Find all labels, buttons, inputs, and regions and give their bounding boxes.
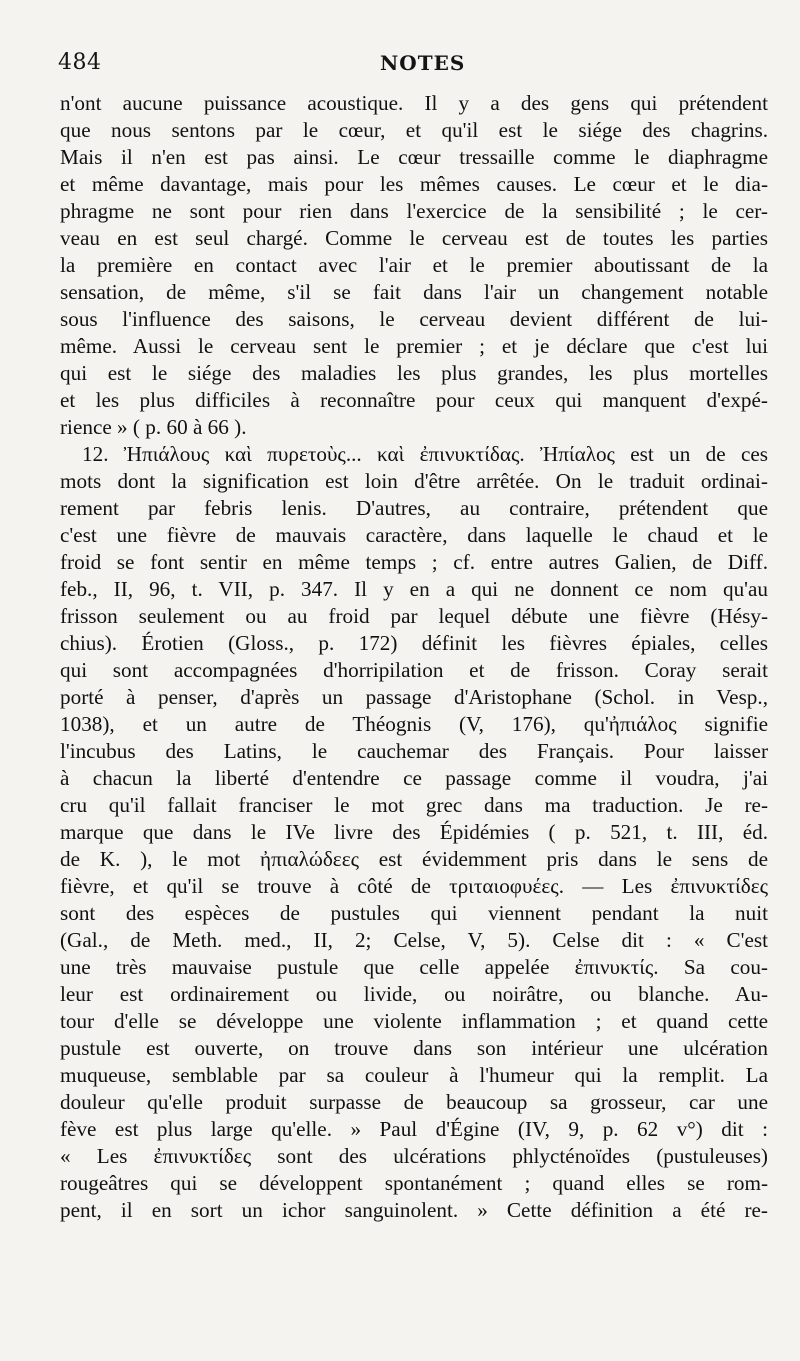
text-line: leur est ordinairement ou livide, ou noirâtre, ou blanche. Au- — [60, 982, 768, 1006]
text-line: qui est le siége des maladies les plus grandes, les plus mortelles — [60, 361, 768, 385]
text-line: « Les ἐπινυκτίδες sont des ulcérations phlycténoïdes (pustuleuses) — [60, 1144, 768, 1168]
text-line: que nous sentons par le cœur, et qu'il est le siége des chagrins. — [60, 118, 768, 142]
running-head: NOTES — [380, 51, 466, 75]
text-line: frisson seulement ou au froid par lequel débute une fièvre (Hésy- — [60, 604, 768, 628]
text-line: pustule est ouverte, on trouve dans son intérieur une ulcération — [60, 1036, 768, 1060]
text-line: pent, il en sort un ichor sanguinolent. » Cette définition a été re- — [60, 1198, 768, 1222]
text-line: mots dont la signification est loin d'être arrêtée. On le traduit ordinai- — [60, 469, 768, 493]
page-header — [58, 50, 760, 86]
text-line: chius). Érotien (Gloss., p. 172) définit les fièvres épiales, celles — [60, 631, 768, 655]
text-line: l'incubus des Latins, le cauchemar des Français. Pour laisser — [60, 739, 768, 763]
text-line: fève est plus large qu'elle. » Paul d'Égine (IV, 9, p. 62 v°) dit : — [60, 1117, 768, 1141]
body-text — [60, 90, 768, 1224]
text-line: muqueuse, semblable par sa couleur à l'humeur qui la remplit. La — [60, 1063, 768, 1087]
text-line: et les plus difficiles à reconnaître pour ceux qui manquent d'expé- — [60, 388, 768, 412]
text-line: la première en contact avec l'air et le premier aboutissant de la — [60, 253, 768, 277]
text-line: et même davantage, mais pour les mêmes causes. Le cœur et le dia- — [60, 172, 768, 196]
text-line: fièvre, et qu'il se trouve à côté de τριταιοφυέες. — Les ἐπινυκτίδες — [60, 874, 768, 898]
text-line: cru qu'il fallait franciser le mot grec dans ma traduction. Je re- — [60, 793, 768, 817]
text-line: phragme ne sont pour rien dans l'exercice de la sensibilité ; le cer- — [60, 199, 768, 223]
text-line: veau en est seul chargé. Comme le cerveau est de toutes les parties — [60, 226, 768, 250]
text-line: à chacun la liberté d'entendre ce passage comme il voudra, j'ai — [60, 766, 768, 790]
text-line: marque que dans le IVe livre des Épidémies ( p. 521, t. III, éd. — [60, 820, 768, 844]
text-line: n'ont aucune puissance acoustique. Il y a des gens qui prétendent — [60, 91, 768, 115]
text-line: sous l'influence des saisons, le cerveau devient différent de lui- — [60, 307, 768, 331]
text-line: 1038), et un autre de Théognis (V, 176), qu'ἠπιάλος signifie — [60, 712, 768, 736]
text-line: porté à penser, d'après un passage d'Aristophane (Schol. in Vesp., — [60, 685, 768, 709]
note-number-line: 12. Ἠπιάλους καὶ πυρετοὺς... καὶ ἐπινυκτίδας. Ἠπίαλος est un de ces — [82, 442, 768, 466]
text-line: feb., II, 96, t. VII, p. 347. Il y en a qui ne donnent ce nom qu'au — [60, 577, 768, 601]
text-line: sensation, de même, s'il se fait dans l'air un changement notable — [60, 280, 768, 304]
text-line: (Gal., de Meth. med., II, 2; Celse, V, 5). Celse dit : « C'est — [60, 928, 768, 952]
text-line: rougeâtres qui se développent spontanément ; quand elles se rom- — [60, 1171, 768, 1195]
text-line: douleur qu'elle produit surpasse de beaucoup sa grosseur, car une — [60, 1090, 768, 1114]
text-line: rience » ( p. 60 à 66 ). — [60, 415, 247, 439]
text-line: même. Aussi le cerveau sent le premier ; et je déclare que c'est lui — [60, 334, 768, 358]
text-line: c'est une fièvre de mauvais caractère, dans laquelle le chaud et le — [60, 523, 768, 547]
text-line: rement par febris lenis. D'autres, au contraire, prétendent que — [60, 496, 768, 520]
text-line: Mais il n'en est pas ainsi. Le cœur tressaille comme le diaphragme — [60, 145, 768, 169]
text-line: sont des espèces de pustules qui viennent pendant la nuit — [60, 901, 768, 925]
text-line: froid se font sentir en même temps ; cf. entre autres Galien, de Diff. — [60, 550, 768, 574]
text-line: une très mauvaise pustule que celle appelée ἐπινυκτίς. Sa cou- — [60, 955, 768, 979]
text-line: tour d'elle se développe une violente inflammation ; et quand cette — [60, 1009, 768, 1033]
text-line: qui sont accompagnées d'horripilation et de frisson. Coray serait — [60, 658, 768, 682]
page-number: 484 — [58, 50, 102, 75]
text-line: de K. ), le mot ἠπιαλώδεες est évidemment pris dans le sens de — [60, 847, 768, 871]
